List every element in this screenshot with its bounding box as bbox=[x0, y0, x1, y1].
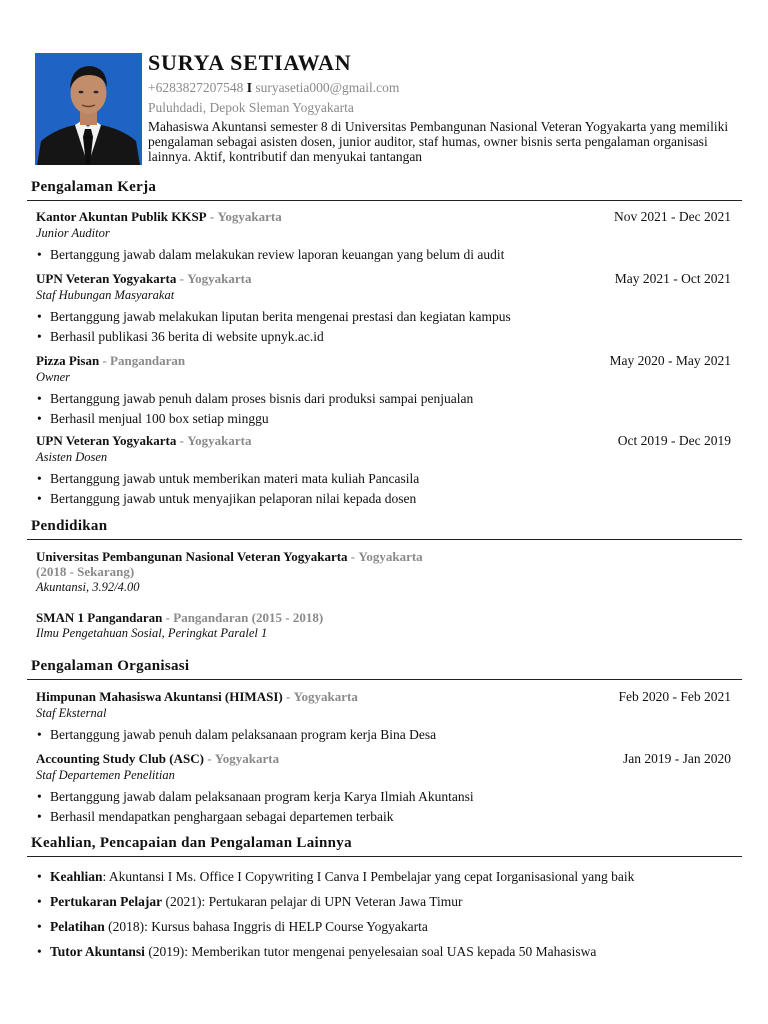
skill-text: (2019): Memberikan tutor mengenai penyelesaian soal UAS kepada 50 Mahasiswa bbox=[144, 944, 597, 959]
section-title-education: Pendidikan bbox=[31, 518, 108, 534]
bullet-item: • Berhasil publikasi 36 berita di website upnyk.ac.id bbox=[36, 327, 731, 347]
profile-summary: Mahasiswa Akuntansi semester 8 di Universitas Pembangunan Nasional Veteran Yogyakarta yang memiliki pengalaman sebagai asisten dosen, junior auditor, staf humas, owner bisnis serta pengalaman organisasi lainnya. Aktif, kontributif dan menyukai tantangan bbox=[148, 119, 729, 164]
skills-list bbox=[36, 864, 736, 964]
school-detail: Akuntansi, 3.92/4.00 bbox=[36, 580, 140, 594]
skill-item bbox=[36, 889, 736, 914]
entry-location: Yogyakarta bbox=[187, 433, 252, 448]
entry-location: Yogyakarta bbox=[214, 751, 280, 766]
profile-photo bbox=[35, 53, 142, 165]
address: Puluhdadi, Depok Sleman Yogyakarta bbox=[148, 100, 354, 115]
entry-role: Asisten Dosen bbox=[36, 450, 108, 464]
entry-dash: - bbox=[207, 751, 212, 766]
section-divider bbox=[27, 679, 742, 680]
entry-organization: UPN Veteran Yogyakarta bbox=[36, 271, 177, 286]
entry-dash: - bbox=[285, 689, 291, 704]
entry-dash: - bbox=[179, 433, 184, 448]
phone-number: +6283827207548 bbox=[148, 80, 244, 95]
entry-dash: - bbox=[350, 549, 356, 564]
skill-label: Keahlian bbox=[50, 869, 103, 884]
entry-dash: - bbox=[209, 209, 215, 224]
skill-label: Pertukaran Pelajar bbox=[50, 894, 163, 909]
entry-role: Owner bbox=[36, 370, 71, 384]
skill-text: (2018): Kursus bahasa Inggris di HELP Course Yogyakarta bbox=[104, 919, 428, 934]
school-detail: Ilmu Pengetahuan Sosial, Peringkat Paralel 1 bbox=[36, 626, 268, 640]
entry-organization: Himpunan Mahasiswa Akuntansi (HIMASI) bbox=[36, 689, 283, 704]
entry-role: Staf Departemen Penelitian bbox=[36, 768, 175, 782]
section-title-work: Pengalaman Kerja bbox=[31, 179, 157, 195]
school-name: Universitas Pembangunan Nasional Veteran Yogyakarta bbox=[36, 549, 348, 564]
entry-date: May 2020 - May 2021 bbox=[609, 353, 731, 368]
entry-role: Staf Hubungan Masyarakat bbox=[36, 288, 175, 302]
bullet-item: • Berhasil mendapatkan penghargaan sebagai departemen terbaik bbox=[36, 807, 731, 827]
entry-date: Feb 2020 - Feb 2021 bbox=[618, 689, 731, 704]
bullet-item: • Bertanggung jawab melakukan liputan berita mengenai prestasi dan kegiatan kampus bbox=[36, 307, 731, 327]
bullet-item: • Bertanggung jawab dalam pelaksanaan program kerja Karya Ilmiah Akuntansi bbox=[36, 787, 731, 807]
entry-location: Pangandaran bbox=[110, 353, 186, 368]
contact-separator: I bbox=[246, 80, 253, 95]
organization-entry bbox=[36, 751, 731, 827]
bullet-item: • Bertanggung jawab untuk memberikan materi mata kuliah Pancasila bbox=[36, 469, 731, 489]
resume-header bbox=[35, 52, 735, 167]
skill-item bbox=[36, 864, 736, 889]
entry-organization: Kantor Akuntan Publik KKSP bbox=[36, 209, 207, 224]
education-entry bbox=[36, 549, 731, 595]
entry-bullets bbox=[36, 787, 731, 827]
work-entry bbox=[36, 433, 731, 509]
school-name: SMAN 1 Pangandaran bbox=[36, 610, 163, 625]
entry-dash: - bbox=[102, 353, 107, 368]
entry-role: Staf Eksternal bbox=[36, 706, 107, 720]
organization-entry bbox=[36, 689, 731, 745]
entry-bullets bbox=[36, 469, 731, 509]
entry-bullets bbox=[36, 245, 731, 265]
candidate-name: SURYA SETIAWAN bbox=[148, 50, 352, 75]
school-years: (2018 - Sekarang) bbox=[36, 564, 135, 579]
entry-bullets bbox=[36, 307, 731, 347]
entry-organization: UPN Veteran Yogyakarta bbox=[36, 433, 177, 448]
work-entry bbox=[36, 271, 731, 347]
section-divider bbox=[27, 200, 742, 201]
skill-item bbox=[36, 914, 736, 939]
skill-text: (2021): Pertukaran pelajar di UPN Veteran Jawa Timur bbox=[162, 894, 463, 909]
entry-date: Jan 2019 - Jan 2020 bbox=[623, 751, 731, 766]
entry-location: Yogyakarta bbox=[217, 209, 282, 224]
section-title-organization: Pengalaman Organisasi bbox=[31, 658, 190, 674]
work-entry bbox=[36, 353, 731, 429]
contact-line bbox=[148, 79, 738, 96]
entry-bullets bbox=[36, 725, 731, 745]
section-title-skills: Keahlian, Pencapaian dan Pengalaman Lainnya bbox=[31, 835, 352, 851]
work-entry bbox=[36, 209, 731, 265]
bullet-item: • Berhasil menjual 100 box setiap minggu bbox=[36, 409, 731, 429]
skill-item bbox=[36, 939, 736, 964]
entry-location: Yogyakarta bbox=[293, 689, 358, 704]
entry-dash: - bbox=[179, 271, 184, 286]
entry-role: Junior Auditor bbox=[36, 226, 110, 240]
bullet-item: • Bertanggung jawab penuh dalam proses bisnis dari produksi sampai penjualan bbox=[36, 389, 731, 409]
entry-organization: Pizza Pisan bbox=[36, 353, 100, 368]
entry-date: Oct 2019 - Dec 2019 bbox=[617, 433, 731, 448]
entry-location: Yogyakarta bbox=[187, 271, 252, 286]
email-address: suryasetia000@gmail.com bbox=[255, 80, 400, 95]
bullet-item: • Bertanggung jawab penuh dalam pelaksanaan program kerja Bina Desa bbox=[36, 725, 731, 745]
skill-label: Tutor Akuntansi bbox=[50, 944, 145, 959]
education-entry bbox=[36, 610, 731, 641]
skill-text: : Akuntansi I Ms. Office I Copywriting I Canva I Pembelajar yang cepat Iorganisasional yang baik bbox=[102, 869, 635, 884]
entry-date: May 2021 - Oct 2021 bbox=[614, 271, 731, 286]
school-years: (2015 - 2018) bbox=[251, 610, 324, 625]
entry-dash: - bbox=[165, 610, 171, 625]
section-divider bbox=[27, 856, 742, 857]
section-divider bbox=[27, 539, 742, 540]
skill-label: Pelatihan bbox=[50, 919, 105, 934]
school-location: Yogyakarta bbox=[358, 549, 423, 564]
entry-organization: Accounting Study Club (ASC) bbox=[36, 751, 204, 766]
school-location: Pangandaran bbox=[173, 610, 249, 625]
entry-bullets bbox=[36, 389, 731, 429]
entry-date: Nov 2021 - Dec 2021 bbox=[614, 209, 731, 224]
bullet-item: • Bertanggung jawab untuk menyajikan pelaporan nilai kepada dosen bbox=[36, 489, 731, 509]
bullet-item: • Bertanggung jawab dalam melakukan review laporan keuangan yang belum di audit bbox=[36, 245, 731, 265]
